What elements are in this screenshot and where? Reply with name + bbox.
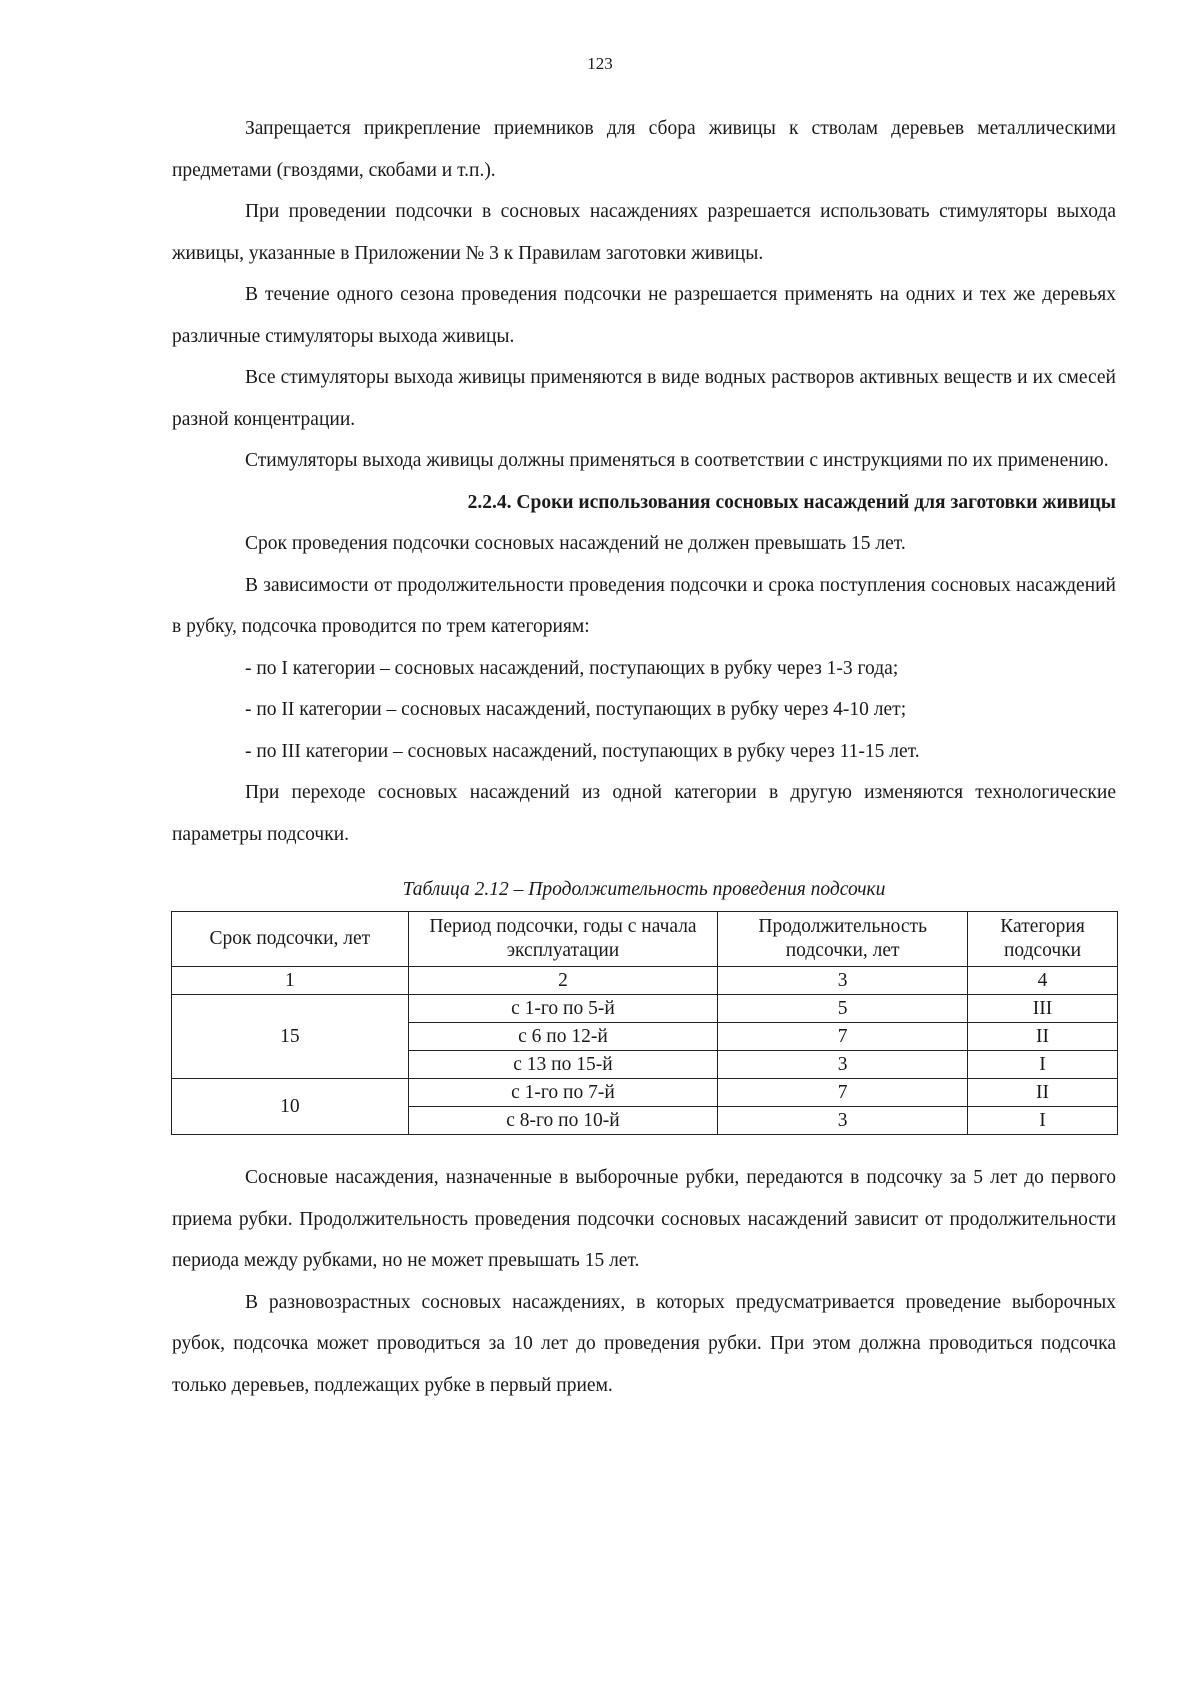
list-item: - по I категории – сосновых насаждений, поступающих в рубку через 1-3 года; <box>245 657 899 679</box>
paragraph: При переходе сосновых насаждений из одной категории в другую изменяются технологические параметры подсочки. <box>172 782 1116 845</box>
section-heading: 2.2.4. Сроки использования сосновых насаждений для заготовки живицы <box>467 491 1116 513</box>
column-number: 1 <box>172 967 409 995</box>
period-cell: с 1-го по 7-й <box>408 1079 718 1107</box>
list-item: - по III категории – сосновых насаждений, поступающих в рубку через 11-15 лет. <box>245 740 920 762</box>
table-row <box>172 1079 1118 1107</box>
paragraph: Все стимуляторы выхода живицы применяются в виде водных растворов активных веществ и их смесей разной концентрации. <box>172 367 1116 430</box>
duration-cell: 3 <box>718 1107 968 1135</box>
duration-cell: 3 <box>718 1051 968 1079</box>
period-cell: с 6 по 12-й <box>408 1023 718 1051</box>
category-cell: II <box>968 1079 1118 1107</box>
table-row <box>172 995 1118 1023</box>
duration-cell: 7 <box>718 1079 968 1107</box>
category-cell: I <box>968 1107 1118 1135</box>
list-item: - по II категории – сосновых насаждений, поступающих в рубку через 4-10 лет; <box>245 699 907 720</box>
paragraph: Срок проведения подсочки сосновых насаждений не должен превышать 15 лет. <box>245 533 906 554</box>
period-cell: с 8-го по 10-й <box>408 1107 718 1135</box>
paragraph: В зависимости от продолжительности проведения подсочки и срока поступления сосновых насаждений в рубку, подсочка проводится по трем категориям: <box>172 574 1116 637</box>
term-cell: 10 <box>172 1079 409 1135</box>
column-header: Продолжительность подсочки, лет <box>718 912 968 967</box>
category-cell: I <box>968 1051 1118 1079</box>
category-cell: II <box>968 1023 1118 1051</box>
column-number: 2 <box>408 967 718 995</box>
document-body <box>172 108 1116 1406</box>
column-number: 3 <box>718 967 968 995</box>
category-cell: III <box>968 995 1118 1023</box>
paragraph: Запрещается прикрепление приемников для сбора живицы к стволам деревьев металлическими предметами (гвоздями, скобами и т.п.). <box>172 118 1116 181</box>
duration-cell: 7 <box>718 1023 968 1051</box>
term-cell: 15 <box>172 995 409 1079</box>
data-table <box>171 911 1118 1135</box>
paragraph: Стимуляторы выхода живицы должны применяться в соответствии с инструкциями по их применению. <box>245 450 1109 471</box>
table-caption: Таблица 2.12 – Продолжительность проведения подсочки <box>402 879 886 900</box>
period-cell: с 13 по 15-й <box>408 1051 718 1079</box>
column-header: Категория подсочки <box>968 912 1118 967</box>
column-number-row <box>172 967 1118 995</box>
period-cell: с 1-го по 5-й <box>408 995 718 1023</box>
paragraph: В разновозрастных сосновых насаждениях, в которых предусматривается проведение выборочных рубок, подсочка может проводиться за 10 лет до проведения рубки. При этом должна проводиться подсочка только деревьев, подлежащих рубке в первый прием. <box>172 1291 1116 1396</box>
page-number: 123 <box>587 54 613 73</box>
paragraph: Сосновые насаждения, назначенные в выборочные рубки, передаются в подсочку за 5 лет до первого приема рубки. Продолжительность проведения подсочки сосновых насаждений зависит от продолжительности периода между рубками, но не может превышать 15 лет. <box>172 1167 1116 1271</box>
table-header-row <box>172 912 1118 967</box>
paragraph: В течение одного сезона проведения подсочки не разрешается применять на одних и тех же деревьях различные стимуляторы выхода живицы. <box>172 284 1116 347</box>
column-number: 4 <box>968 967 1118 995</box>
paragraph: При проведении подсочки в сосновых насаждениях разрешается использовать стимуляторы выхода живицы, указанные в Приложении № 3 к Правилам заготовки живицы. <box>172 201 1116 264</box>
column-header: Срок подсочки, лет <box>172 912 409 967</box>
duration-cell: 5 <box>718 995 968 1023</box>
column-header: Период подсочки, годы с начала эксплуатации <box>408 912 718 967</box>
